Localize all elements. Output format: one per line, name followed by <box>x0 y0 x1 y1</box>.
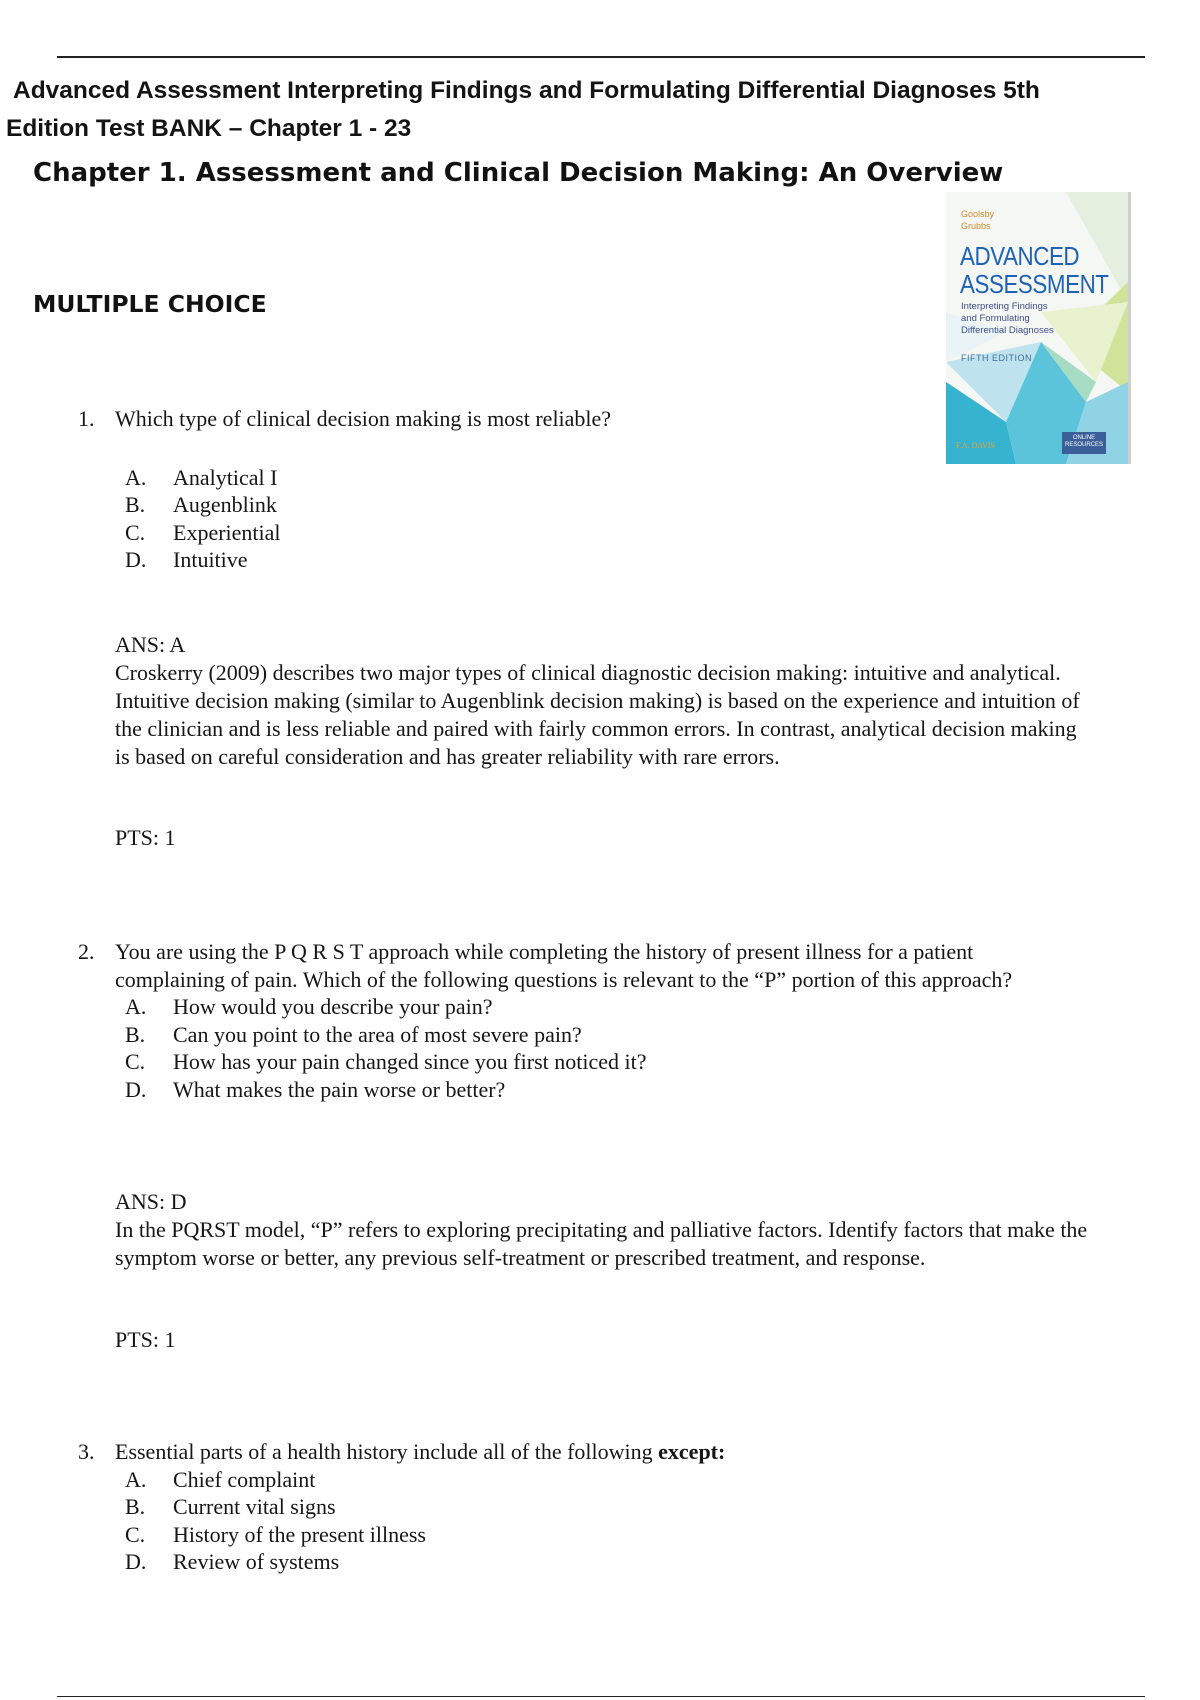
cover-subtitle-line: Differential Diagnoses <box>961 325 1054 336</box>
cover-subtitle-line: and Formulating <box>961 313 1030 324</box>
option-letter: A. <box>125 994 147 1019</box>
cover-edition: FIFTH EDITION <box>961 353 1032 363</box>
option-text: Review of systems <box>173 1549 340 1574</box>
answer-options <box>0 464 1200 574</box>
cover-author: Grubbs <box>961 221 991 231</box>
question-text: You are using the P Q R S T approach while completing the history of present illness for a patient complaining of pain. Which of the following questions is relevant to the “P” portion of this approach? <box>115 939 1013 992</box>
option-item <box>0 1466 1200 1494</box>
option-text: Current vital signs <box>173 1494 336 1519</box>
cover-subtitle-line: Interpreting Findings <box>961 301 1048 312</box>
question-number: 1. <box>78 406 95 431</box>
option-item <box>0 546 1200 574</box>
cover-title <box>960 242 1109 298</box>
answer-key: ANS: A <box>115 632 186 657</box>
option-text: History of the present illness <box>173 1521 426 1547</box>
option-text: Intuitive <box>173 547 248 572</box>
document-title-line-1: Advanced Assessment Interpreting Findings and Formulating Differential Diagnoses 5th <box>13 77 1040 104</box>
option-letter: A. <box>125 464 147 490</box>
question-stem <box>0 938 1200 993</box>
cover-title-line: ADVANCED <box>960 241 1080 271</box>
option-letter: B. <box>125 1021 146 1047</box>
option-letter: D. <box>125 547 147 572</box>
cover-publisher-logo: F.A. DAVIS <box>956 441 995 450</box>
option-letter: D. <box>125 1549 147 1574</box>
option-item <box>0 464 1200 492</box>
option-text: Augenblink <box>173 492 277 517</box>
question-stem <box>0 405 1200 433</box>
answer-rationale: In the PQRST model, “P” refers to exploring precipitating and palliative factors. Identify factors that make the symptom worse or better, any previous self-treatment or prescribed treatment, and response. <box>115 1217 1088 1270</box>
option-text: How would you describe your pain? <box>173 994 493 1019</box>
question-text: Which type of clinical decision making is most reliable? <box>115 406 612 431</box>
option-item <box>0 1076 1200 1104</box>
option-letter: C. <box>125 1049 146 1074</box>
question-2 <box>0 938 1200 1103</box>
cover-title-line: ASSESSMENT <box>960 269 1109 299</box>
option-letter: A. <box>125 1466 147 1492</box>
option-letter: D. <box>125 1076 147 1102</box>
question-3 <box>0 1438 1200 1576</box>
question-text: Essential parts of a health history include all of the following <box>115 1439 653 1464</box>
question-stem <box>0 1438 1200 1466</box>
option-letter: C. <box>125 519 146 545</box>
option-text: Analytical I <box>173 464 278 490</box>
question-emphasis: except: <box>658 1439 726 1464</box>
cover-authors <box>961 208 994 232</box>
document-title-line-2: Edition Test BANK – Chapter 1 - 23 <box>6 115 412 142</box>
answer-block-2 <box>115 1188 1095 1272</box>
answer-options <box>0 993 1200 1103</box>
option-item <box>0 1521 1200 1549</box>
option-letter: B. <box>125 492 146 517</box>
answer-block-1 <box>115 631 1095 771</box>
option-text: Can you point to the area of most severe pain? <box>173 1021 582 1047</box>
option-item <box>0 1493 1200 1521</box>
option-text: Chief complaint <box>173 1466 316 1492</box>
option-item <box>0 1048 1200 1076</box>
option-text: Experiential <box>173 519 281 545</box>
chapter-title: Chapter 1. Assessment and Clinical Decision Making: An Overview <box>33 158 1004 188</box>
bottom-rule <box>57 1696 1145 1697</box>
answer-key: ANS: D <box>115 1189 187 1214</box>
option-letter: C. <box>125 1521 146 1547</box>
question-number: 3. <box>78 1439 95 1464</box>
option-item <box>0 491 1200 519</box>
top-rule <box>57 56 1145 58</box>
cover-subtitle <box>961 301 1071 337</box>
option-item <box>0 993 1200 1021</box>
option-item <box>0 1548 1200 1576</box>
question-number: 2. <box>78 939 95 964</box>
option-item <box>0 1021 1200 1049</box>
section-title: MULTIPLE CHOICE <box>33 290 267 318</box>
cover-online-resources-badge: ONLINE RESOURCES <box>1062 432 1106 454</box>
option-text: What makes the pain worse or better? <box>173 1076 506 1102</box>
question-1 <box>0 405 1200 574</box>
answer-options <box>0 1466 1200 1576</box>
option-text: How has your pain changed since you first noticed it? <box>173 1049 647 1074</box>
option-item <box>0 519 1200 547</box>
option-letter: B. <box>125 1494 146 1519</box>
points-2: PTS: 1 <box>115 1327 176 1352</box>
points-1: PTS: 1 <box>115 825 176 850</box>
answer-rationale: Croskerry (2009) describes two major types of clinical diagnostic decision making: intuitive and analytical. Intuitive decision making (similar to Augenblink decision making) is based on the experience and intuition of the clinician and is less reliable and paired with fairly common errors. In contrast, analytical decision making is based on careful consideration and has greater reliability with rare errors. <box>115 660 1080 769</box>
document-title <box>6 72 1086 148</box>
cover-author: Goolsby <box>961 209 995 219</box>
